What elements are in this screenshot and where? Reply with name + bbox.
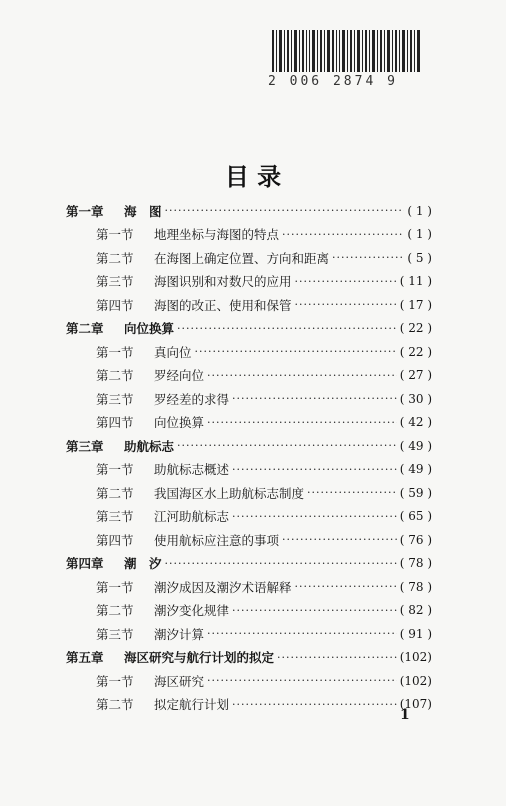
toc-entry-title: 地理坐标与海图的特点	[154, 227, 280, 243]
toc-entry-page: ( 91 )	[399, 626, 432, 641]
toc-entry-number: 第五章	[66, 650, 104, 666]
toc-entry-number: 第二节	[96, 485, 134, 501]
toc-entry-title: 海 图	[124, 203, 162, 219]
toc-entry-page: ( 27 )	[399, 368, 432, 383]
toc-entry-number: 第二节	[96, 368, 134, 384]
toc-section-row	[66, 481, 432, 505]
toc-entry-page: ( 78 )	[399, 579, 432, 594]
toc-section-row	[66, 528, 432, 552]
toc-entry-number: 第四章	[66, 556, 104, 572]
toc-section-row	[66, 270, 432, 294]
toc-entry-number: 第三节	[96, 391, 134, 407]
toc-entry-title: 潮汐计算	[154, 626, 205, 642]
toc-entry-number: 第二节	[96, 250, 134, 266]
toc-entry-number: 第四节	[96, 532, 134, 548]
toc-entry-title: 向位换算	[124, 321, 175, 337]
toc-chapter-row	[66, 552, 432, 576]
toc-entry-page: ( 1 )	[407, 203, 432, 218]
toc-section-row	[66, 458, 432, 482]
toc-leader-dots	[177, 439, 397, 452]
toc-entry-title: 潮 汐	[124, 556, 162, 572]
toc-leader-dots	[232, 392, 397, 405]
toc-entry-page: (102)	[399, 673, 432, 688]
toc-entry-title: 使用航标应注意的事项	[154, 532, 280, 548]
toc-section-row	[66, 364, 432, 388]
toc-leader-dots	[207, 674, 397, 687]
toc-leader-dots	[177, 322, 397, 335]
toc-entry-number: 第三节	[96, 509, 134, 525]
toc-entry-title: 海区研究与航行计划的拟定	[124, 650, 275, 666]
toc-entry-page: ( 76 )	[399, 532, 432, 547]
toc-leader-dots	[232, 698, 397, 711]
toc-entry-number: 第二章	[66, 321, 104, 337]
toc-leader-dots	[295, 275, 397, 288]
toc-leader-dots	[232, 463, 397, 476]
toc-entry-number: 第二节	[96, 603, 134, 619]
toc-entry-page: (102)	[399, 650, 432, 665]
toc-entry-page: ( 11 )	[399, 274, 432, 289]
toc-entry-page: ( 78 )	[399, 556, 432, 571]
toc-section-row	[66, 575, 432, 599]
toc-leader-dots	[207, 416, 397, 429]
toc-entry-page: (107)	[399, 697, 432, 712]
page-number: 1	[400, 707, 410, 723]
toc-section-row	[66, 505, 432, 529]
toc-section-row	[66, 599, 432, 623]
toc-section-row	[66, 622, 432, 646]
toc-section-row	[66, 669, 432, 693]
toc-section-row	[66, 293, 432, 317]
toc-entry-number: 第一节	[96, 579, 134, 595]
toc-entry-page: ( 22 )	[399, 344, 432, 359]
toc-entry-number: 第二节	[96, 697, 134, 713]
toc-leader-dots	[207, 627, 397, 640]
toc-entry-title: 助航标志概述	[154, 462, 230, 478]
toc-entry-number: 第三节	[96, 626, 134, 642]
toc-entry-title: 罗经向位	[154, 368, 205, 384]
toc-entry-title: 向位换算	[154, 415, 205, 431]
toc-chapter-row	[66, 434, 432, 458]
toc-entry-title: 我国海区水上助航标志制度	[154, 485, 305, 501]
toc-entry-page: ( 30 )	[399, 391, 432, 406]
toc-entry-page: ( 5 )	[407, 250, 432, 265]
toc-entry-page: ( 65 )	[399, 509, 432, 524]
toc-leader-dots	[282, 228, 404, 241]
toc-entry-number: 第一节	[96, 344, 134, 360]
toc-entry-title: 海区研究	[154, 673, 205, 689]
toc-section-row	[66, 387, 432, 411]
toc-entry-title: 在海图上确定位置、方向和距离	[154, 250, 330, 266]
toc-entry-title: 江河助航标志	[154, 509, 230, 525]
toc-leader-dots	[165, 557, 397, 570]
toc-chapter-row	[66, 199, 432, 223]
toc-entry-number: 第一节	[96, 227, 134, 243]
toc-entry-number: 第四节	[96, 415, 134, 431]
toc-entry-title: 潮汐变化规律	[154, 603, 230, 619]
toc-entry-title: 海图的改正、使用和保管	[154, 297, 292, 313]
toc-entry-page: ( 49 )	[399, 438, 432, 453]
toc-entry-page: ( 49 )	[399, 462, 432, 477]
toc-entry-title: 助航标志	[124, 438, 175, 454]
toc-entry-number: 第三节	[96, 274, 134, 290]
toc-section-row	[66, 693, 432, 717]
toc-entry-page: ( 42 )	[399, 415, 432, 430]
toc-section-row	[66, 246, 432, 270]
toc-leader-dots	[207, 369, 397, 382]
toc-entry-title: 潮汐成因及潮汐术语解释	[154, 579, 292, 595]
toc-entry-number: 第一章	[66, 203, 104, 219]
toc-leader-dots	[307, 486, 397, 499]
toc-chapter-row	[66, 646, 432, 670]
toc-entry-page: ( 82 )	[399, 603, 432, 618]
toc-leader-dots	[232, 510, 397, 523]
toc-entry-title: 海图识别和对数尺的应用	[154, 274, 292, 290]
toc-leader-dots	[277, 651, 397, 664]
toc-entry-title: 罗经差的求得	[154, 391, 230, 407]
toc-section-row	[66, 340, 432, 364]
toc-entry-page: ( 22 )	[399, 321, 432, 336]
toc-leader-dots	[282, 533, 397, 546]
barcode-image	[272, 30, 422, 72]
toc-entry-page: ( 59 )	[399, 485, 432, 500]
toc-leader-dots	[332, 251, 404, 264]
toc-chapter-row	[66, 317, 432, 341]
toc-leader-dots	[165, 204, 405, 217]
toc-entry-number: 第四节	[96, 297, 134, 313]
barcode-number: 2 006 2874 9	[268, 74, 398, 89]
toc-section-row	[66, 411, 432, 435]
toc-entry-number: 第一节	[96, 673, 134, 689]
toc-entry-page: ( 17 )	[399, 297, 432, 312]
toc-leader-dots	[232, 604, 397, 617]
toc-section-row	[66, 223, 432, 247]
toc-leader-dots	[295, 580, 397, 593]
table-of-contents	[66, 199, 432, 716]
toc-entry-page: ( 1 )	[407, 227, 432, 242]
toc-leader-dots	[295, 298, 397, 311]
toc-entry-title: 真向位	[154, 344, 192, 360]
toc-entry-number: 第三章	[66, 438, 104, 454]
page-title: 目 录	[224, 163, 282, 191]
toc-entry-title: 拟定航行计划	[154, 697, 230, 713]
toc-entry-number: 第一节	[96, 462, 134, 478]
toc-leader-dots	[195, 345, 397, 358]
